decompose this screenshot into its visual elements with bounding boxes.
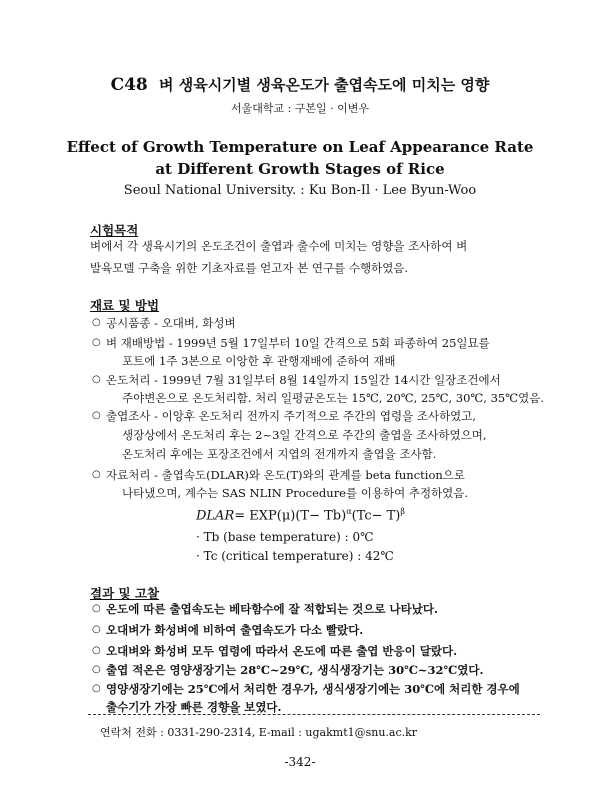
methods-item-line: 벼 재배방법 - 1999년 5월 17일부터 10일 간격으로 5회 파종하여 25일묘를 [106,336,490,350]
formula-rhs-prefix: = EXP(μ)(T− Tb) [234,508,347,524]
affiliation-korean: 서울대학교 : 구본일 · 이변우 [230,102,370,115]
circle-bullet-icon: ○ [92,317,101,328]
methods-item-line: 주야변온으로 온도처리함. 처리 일평균온도는 15℃, 20℃, 25℃, 30℃, 35℃였음. [122,391,544,405]
methods-item-line: 공시품종 - 오대벼, 화성벼 [106,316,236,330]
affiliation-english: Seoul National University. : Ku Bon-Il · Lee Byun-Woo [123,183,477,198]
formula-beta: β [400,507,406,516]
title-korean-line [0,74,600,95]
results-item-line: 오대벼가 화성벼에 비하여 출엽속도가 다소 빨랐다. [106,623,364,637]
title-english-line1: Effect of Growth Temperature on Leaf Appearance Rate [66,138,534,156]
circle-bullet-icon: ○ [92,410,101,421]
circle-bullet-icon: ○ [92,683,101,694]
title-english-line2: at Different Growth Stages of Rice [155,160,445,178]
abstract-code: C48 [110,75,148,95]
page-number: -342- [284,755,316,769]
circle-bullet-icon: ○ [92,374,101,385]
circle-bullet-icon: ○ [92,337,101,348]
dashed-separator [88,714,540,715]
results-item-line: 오대벼와 화성벼 모두 엽령에 따라서 온도에 따른 출엽 반응이 달랐다. [106,644,458,658]
methods-item-line: 생장상에서 온도처리 후는 2~3일 간격으로 주간의 출엽을 조사하였으며, [122,428,487,442]
circle-bullet-icon: ○ [92,664,101,675]
circle-bullet-icon: ○ [92,469,101,480]
results-item-line: 출수기가 가장 빠른 경향을 보였다. [106,700,282,714]
beta-function-formula [196,507,405,523]
section-heading-purpose: 시험목적 [90,223,139,238]
methods-item-line: 온도처리 - 1999년 7월 31일부터 8월 14일까지 15일간 14시간 일장조건에서 [106,373,501,387]
methods-item-line: 온도처리 후에는 포장조건에서 지엽의 전개까지 출엽을 조사함. [122,447,437,461]
title-korean: 벼 생육시기별 생육온도가 출엽속도에 미치는 영향 [159,76,490,94]
purpose-line: 벼에서 각 생육시기의 온도조건이 출엽과 출수에 미치는 영향을 조사하여 벼 [90,239,468,253]
formula-lhs: DLAR [196,508,235,524]
contact-info: 연락처 전화 : 0331-290-2314, E-mail : ugakmt1@snu.ac.kr [100,726,418,739]
results-item-line: 온도에 따른 출엽속도는 베타함수에 잘 적합되는 것으로 나타났다. [106,602,438,616]
results-item-line: 영양생장기에는 25℃에서 처리한 경우가, 생식생장기에는 30℃에 처리한 경우에 [106,682,520,696]
formula-param: · Tb (base temperature) : 0℃ [196,530,374,544]
purpose-line: 발육모델 구축을 위한 기초자료를 얻고자 본 연구를 수행하였음. [90,261,409,275]
methods-item-line: 나타냈으며, 계수는 SAS NLIN Procedure를 이용하여 추정하였음. [122,486,469,500]
circle-bullet-icon: ○ [92,624,101,635]
formula-param: · Tc (critical temperature) : 42℃ [196,549,394,563]
results-item-line: 출엽 적온은 영양생장기는 28℃~29℃, 생식생장기는 30℃~32℃였다. [106,663,484,677]
section-heading-methods: 재료 및 방법 [90,298,160,313]
methods-item-line: 자료처리 - 출엽속도(DLAR)와 온도(T)와의 관계를 beta function으로 [106,468,466,482]
circle-bullet-icon: ○ [92,603,101,614]
section-heading-results: 결과 및 고찰 [90,586,160,601]
circle-bullet-icon: ○ [92,645,101,656]
methods-item-line: 포트에 1주 3본으로 이앙한 후 관행재배에 준하여 재배 [122,354,396,368]
formula-alpha: α [346,507,352,516]
methods-item-line: 출엽조사 - 이앙후 온도처리 전까지 주기적으로 주간의 엽령을 조사하였고, [106,409,477,423]
formula-rhs-mid: (Tc− T) [351,508,401,524]
